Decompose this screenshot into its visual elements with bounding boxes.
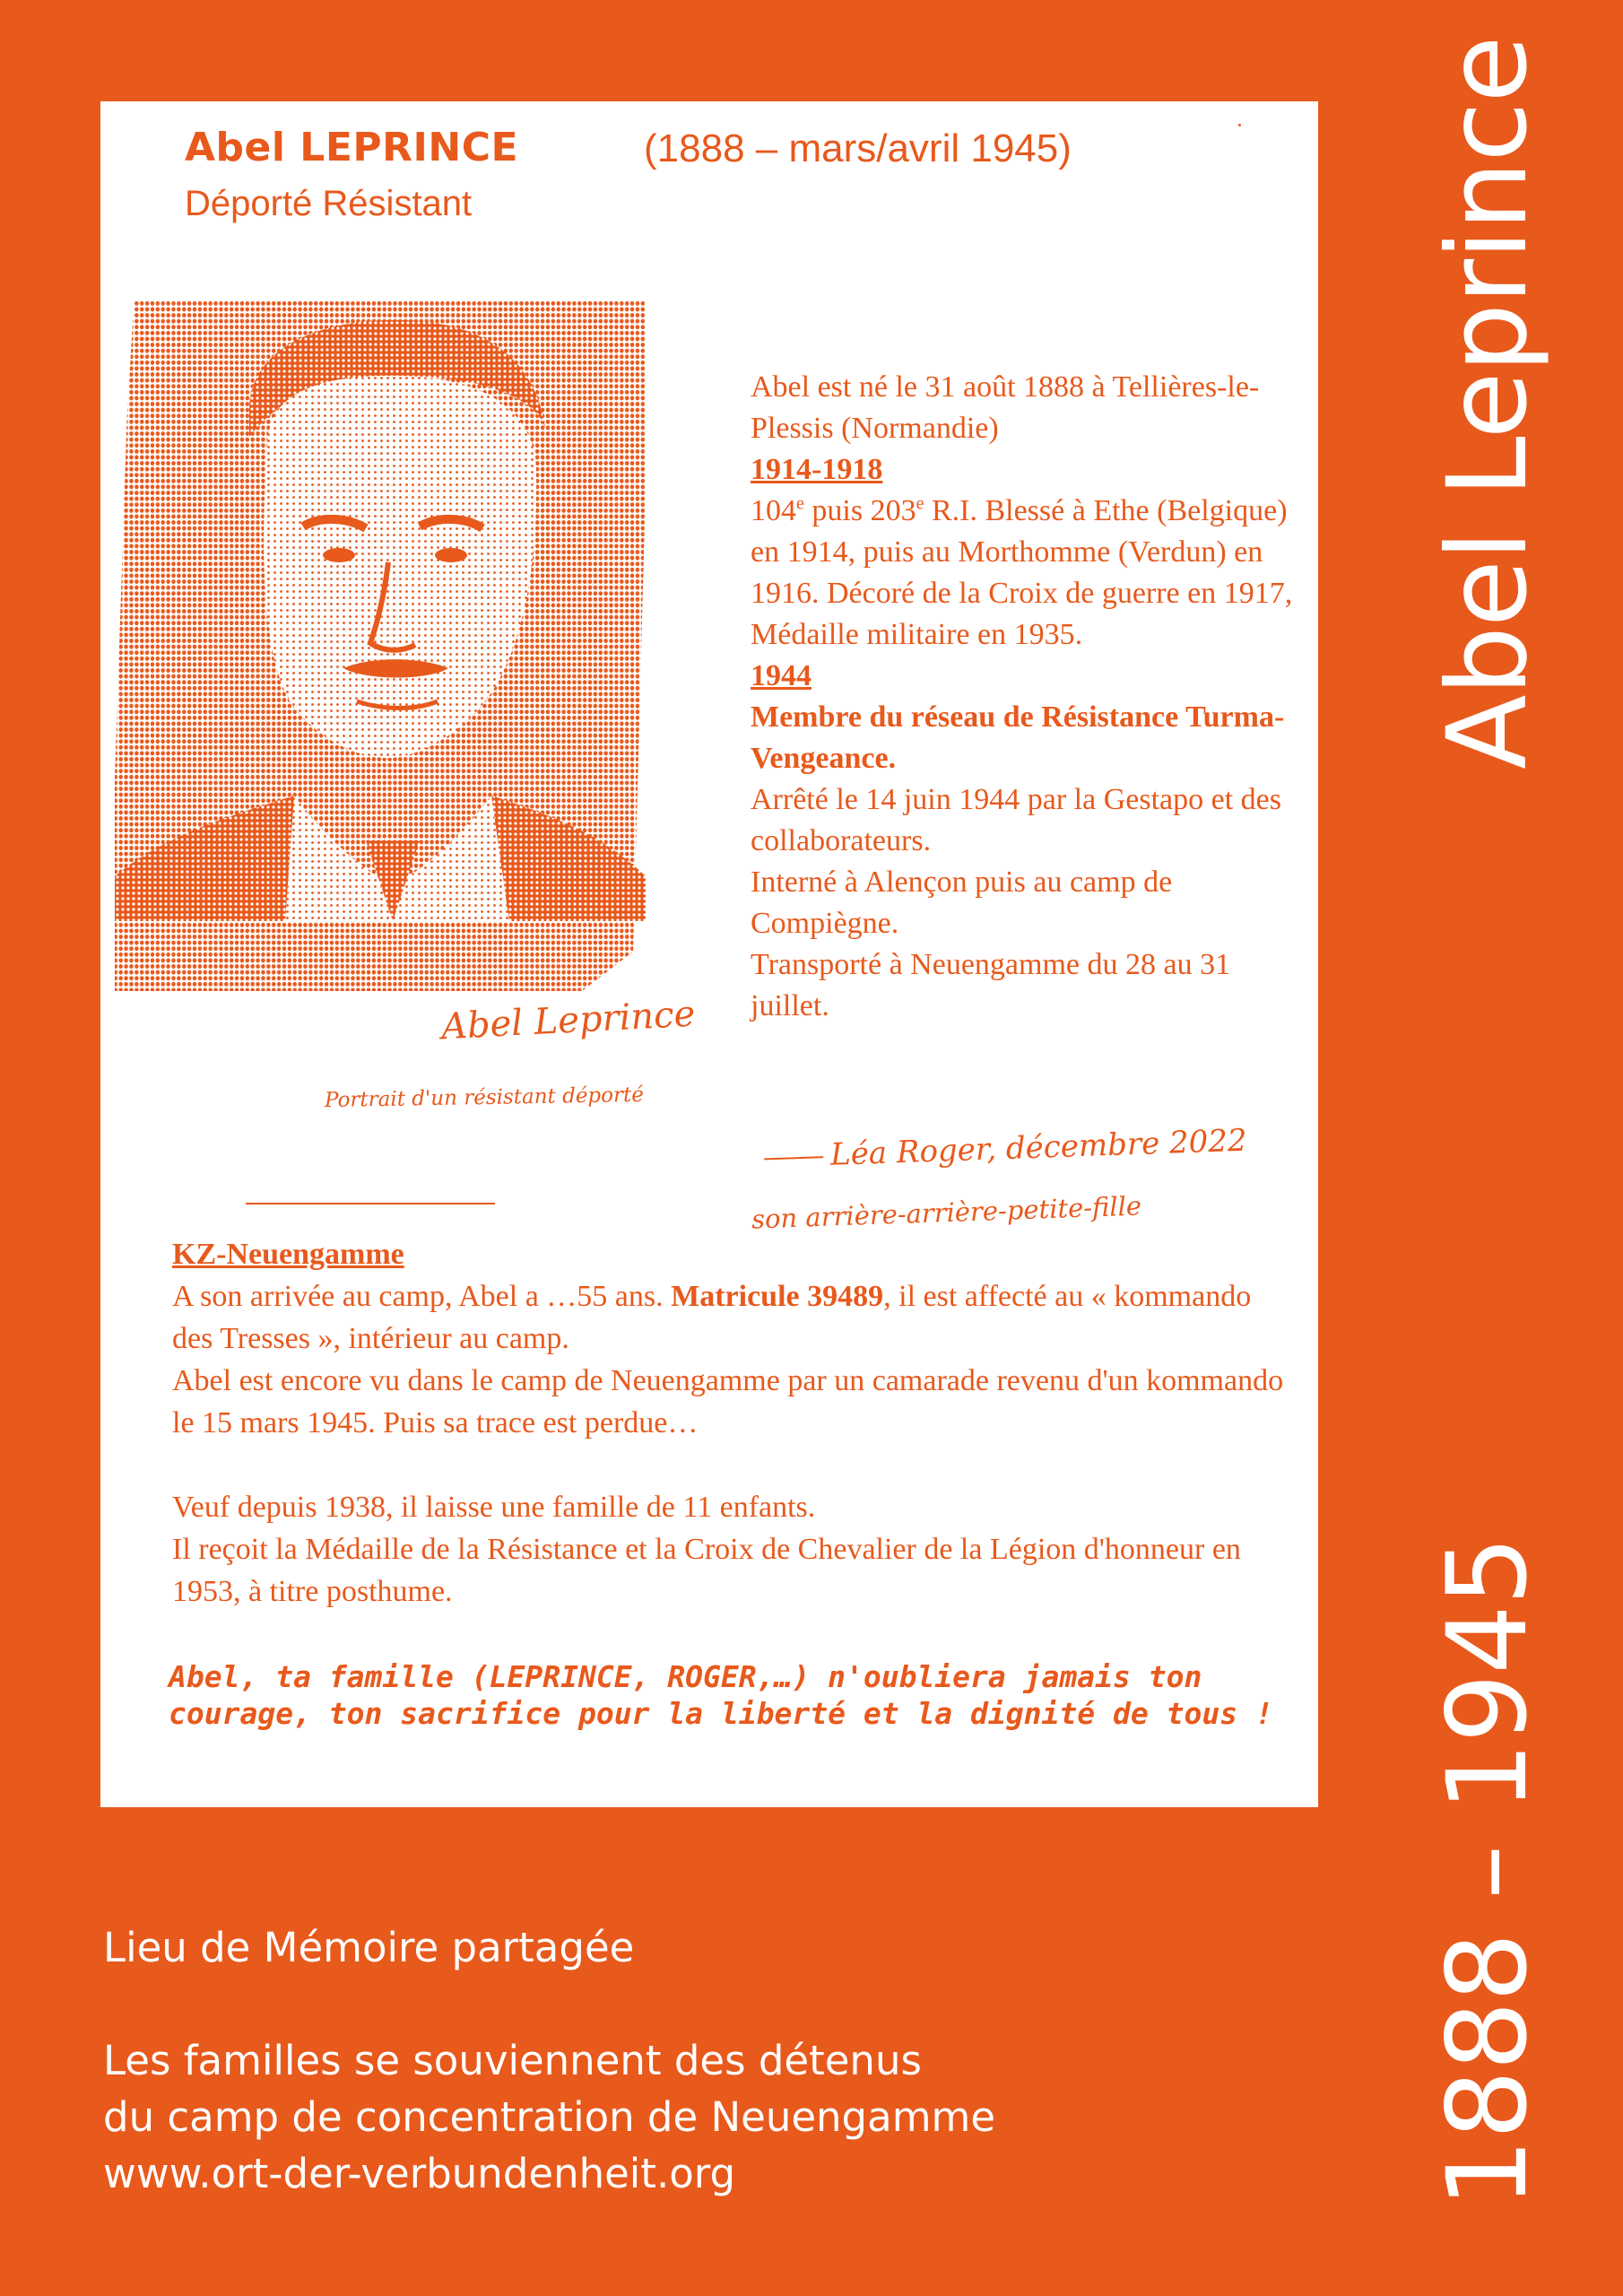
footer-info [103, 2032, 995, 2202]
portrait-caption: Portrait d'un résistant déporté [324, 1083, 645, 1113]
footer-line-3: du camp de concentration de Neuengamme [103, 2093, 996, 2141]
person-name: Abel LEPRINCE [185, 125, 519, 170]
biography [751, 367, 1306, 1027]
family-text: Veuf depuis 1938, il laisse une famille de 11 enfants. [172, 1491, 816, 1524]
camp-section [172, 1233, 1293, 1613]
prisoner-number: Matricule 39489 [671, 1280, 884, 1313]
handwritten-signature: Abel Leprince [439, 993, 697, 1048]
transport-text: Transporté à Neuengamme du 28 au 31 juillet. [751, 948, 1231, 1022]
memorial-card [100, 101, 1318, 1807]
speck [1238, 124, 1241, 126]
arrival-a: A son arrivée au camp, Abel a …55 ans. [172, 1280, 672, 1313]
camp-title: KZ-Neuengamme [172, 1238, 404, 1271]
family-tribute: Abel, ta famille (LEPRINCE, ROGER,…) n'oubliera jamais ton courage, ton sacrifice pour la liberté et la dignité de tous ! [169, 1659, 1273, 1731]
life-dates: (1888 – mars/avril 1945) [644, 126, 1072, 170]
birth-text: Abel est né le 31 août 1888 à Tellières-le-Plessis (Normandie) [751, 370, 1260, 445]
ww1-text [751, 491, 1306, 656]
heading-1914-1918: 1914-1918 [751, 453, 883, 486]
side-dates: 1888 – 1945 [1424, 1536, 1551, 2208]
author-name: Léa Roger, décembre 2022 [829, 1122, 1248, 1173]
intern-text: Interné à Alençon puis au camp de Compiègne. [751, 865, 1173, 940]
author-relation: son arrière-arrière-petite-fille [751, 1190, 1142, 1235]
side-name: Abel Leprince [1424, 36, 1551, 770]
author-signature [763, 1123, 1247, 1176]
arrest-text: Arrêté le 14 juin 1944 par la Gestapo et des collaborateurs. [751, 783, 1281, 857]
arrival-c: , il est affecté au « kommando des Tresses », intérieur au camp. [172, 1280, 1252, 1355]
medals-text: Il reçoit la Médaille de la Résistance et la Croix de Chevalier de la Légion d'honneur en 1953, à titre posthume. [172, 1533, 1241, 1608]
resistance-network: Membre du réseau de Résistance Turma-Vengeance. [751, 700, 1285, 775]
signature-line [764, 1156, 823, 1160]
ww1-regiment-2: puis 203 [803, 494, 916, 527]
ww1-sup-2: e [916, 493, 924, 514]
arrival-text [172, 1275, 1293, 1360]
person-role: Déporté Résistant [185, 184, 473, 223]
spacer [172, 1444, 1293, 1486]
ww1-details: R.I. Blessé à Ethe (Belgique) en 1914, puis au Morthomme (Verdun) en 1916. Décoré de la Croix de guerre en 1917, Médaille militaire en 1935. [751, 494, 1293, 651]
last-seen-text: Abel est encore vu dans le camp de Neuengamme par un camarade revenu d'un kommando le 15 mars 1945. Puis sa trace est perdue… [172, 1364, 1284, 1439]
footer-website: www.ort-der-verbundenheit.org [103, 2150, 736, 2197]
portrait-image [115, 293, 646, 1002]
heading-1944: 1944 [751, 659, 812, 692]
footer-title: Lieu de Mémoire partagée [103, 1924, 635, 1971]
divider [246, 1203, 495, 1205]
ww1-regiment-1: 104 [751, 494, 796, 527]
ww1-sup-1: e [796, 493, 804, 514]
footer-line-2: Les familles se souviennent des détenus [103, 2037, 922, 2084]
